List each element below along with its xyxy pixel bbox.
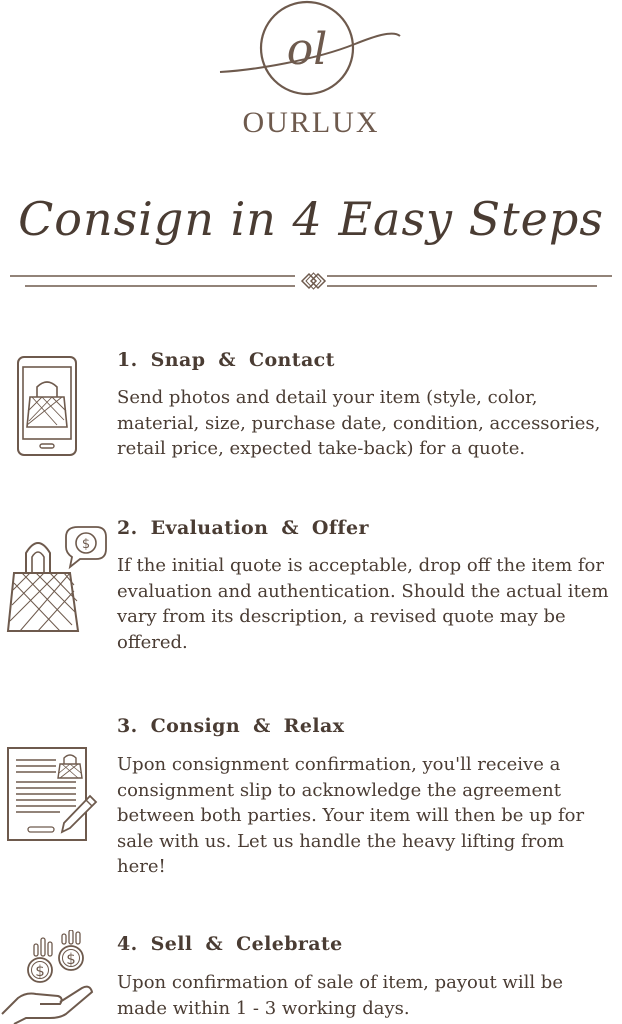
svg-text:$: $ — [66, 950, 76, 968]
step-2-body: If the initial quote is acceptable, drop off the item for evaluation and authentication. Should the actual item vary from its description, a revised quote may be offered. — [117, 555, 609, 653]
step-2-title: 2. Evaluation & Offer — [117, 517, 369, 539]
monogram-icon — [215, 0, 405, 100]
svg-text:$: $ — [81, 537, 91, 552]
hand-coins-icon — [0, 930, 100, 1024]
step-1-body: Send photos and detail your item (style, color, material, size, purchase date, condition, accessories, retail price, expected take-back) for a quote. — [117, 387, 601, 459]
monogram-text: ol — [286, 24, 328, 75]
phone-handbag-icon — [0, 345, 100, 465]
step-4-title: 4. Sell & Celebrate — [117, 933, 343, 955]
step-4-body: Upon confirmation of sale of item, payout will be made within 1 - 3 working days. — [117, 972, 563, 1019]
svg-text:$: $ — [35, 962, 45, 980]
handbag-price-icon — [0, 513, 115, 643]
step-3-title: 3. Consign & Relax — [117, 715, 345, 737]
brand-name: OURLUX — [242, 106, 380, 139]
document-pen-icon — [0, 712, 105, 842]
ornamental-divider — [10, 266, 612, 296]
step-1-title: 1. Snap & Contact — [117, 349, 335, 371]
step-3-body: Upon consignment confirmation, you'll receive a consignment slip to acknowledge the agreement between both parties. Your item will then be up for sale with us. Let us handle the heavy lifting from here! — [117, 754, 585, 877]
page-title: Consign in 4 Easy Steps — [18, 192, 604, 246]
